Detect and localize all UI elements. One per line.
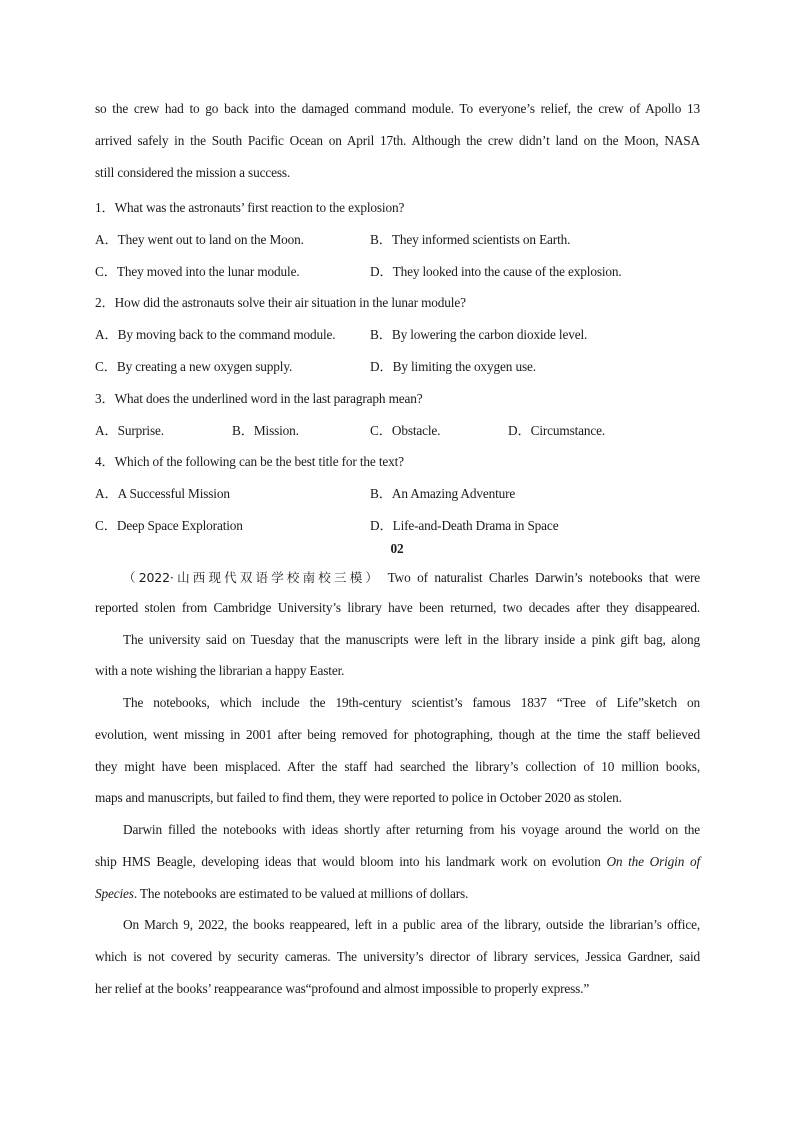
section-number: 02: [390, 541, 404, 556]
answer-option[interactable]: B．An Amazing Adventure: [370, 486, 516, 501]
paragraph-line: Darwin filled the notebooks with ideas shortly after returning from his voyage around the world on the: [123, 822, 700, 837]
answer-option[interactable]: A．Surprise.: [95, 423, 164, 438]
answer-option[interactable]: A．By moving back to the command module.: [95, 327, 336, 342]
paragraph-text: Two of naturalist Charles Darwin’s notebooks that were: [387, 570, 700, 585]
answer-option[interactable]: A．They went out to land on the Moon.: [95, 232, 304, 247]
answer-option[interactable]: C．They moved into the lunar module.: [95, 264, 300, 279]
answer-option[interactable]: D．Life-and-Death Drama in Space: [370, 518, 559, 533]
paragraph-text: ship HMS Beagle, developing ideas that would bloom into his landmark work on evolution: [95, 854, 607, 869]
book-title: Species: [95, 886, 134, 901]
paragraph-line: with a note wishing the librarian a happy Easter.: [95, 663, 345, 678]
paragraph-line: On March 9, 2022, the books reappeared, left in a public area of the library, outside the librarian’s office,: [123, 917, 700, 932]
question-stem: 4．Which of the following can be the best title for the text?: [95, 454, 404, 469]
book-title: On the Origin of: [606, 854, 700, 869]
answer-option[interactable]: C．Deep Space Exploration: [95, 518, 243, 533]
question-stem: 3．What does the underlined word in the last paragraph mean?: [95, 391, 423, 406]
passage-line: so the crew had to go back into the damaged command module. To everyone’s relief, the crew of Apollo 13: [95, 101, 700, 116]
answer-option[interactable]: D．They looked into the cause of the explosion.: [370, 264, 622, 279]
paragraph-text: . The notebooks are estimated to be valued at millions of dollars.: [133, 886, 469, 901]
answer-option[interactable]: A．A Successful Mission: [95, 486, 230, 501]
paragraph-line: they might have been misplaced. After the staff had searched the library’s collection of 10 million books,: [95, 759, 700, 774]
passage-line: arrived safely in the South Pacific Ocean on April 17th. Although the crew didn’t land on the Moon, NASA: [95, 133, 700, 148]
answer-option[interactable]: B．They informed scientists on Earth.: [370, 232, 571, 247]
paragraph-line: which is not covered by security cameras. The university’s director of library services, Jessica Gardner, said: [95, 949, 700, 964]
paragraph-line: [123, 568, 700, 586]
paragraph-line: evolution, went missing in 2001 after being removed for photographing, though at the time the staff believed: [95, 727, 700, 742]
question-stem: 2．How did the astronauts solve their air situation in the lunar module?: [95, 295, 466, 310]
paragraph-line: [95, 854, 700, 870]
passage-line: still considered the mission a success.: [95, 165, 291, 180]
paragraph-line: The university said on Tuesday that the manuscripts were left in the library inside a pink gift bag, along: [123, 632, 700, 647]
answer-option[interactable]: C．Obstacle.: [370, 423, 441, 438]
source-label: （2022·山西现代双语学校南校三模）: [123, 570, 382, 585]
answer-option[interactable]: D．By limiting the oxygen use.: [370, 359, 536, 374]
answer-option[interactable]: D．Circumstance.: [508, 423, 606, 438]
paragraph-line: The notebooks, which include the 19th-century scientist’s famous 1837 “Tree of Life”sketch on: [123, 695, 700, 710]
paragraph-line: her relief at the books’ reappearance was“profound and almost impossible to properly express.”: [95, 981, 590, 996]
paragraph-line: [95, 886, 468, 902]
paragraph-line: reported stolen from Cambridge University’s library have been returned, two decades after they disappeared.: [95, 600, 700, 615]
answer-option[interactable]: C．By creating a new oxygen supply.: [95, 359, 293, 374]
answer-option[interactable]: B．By lowering the carbon dioxide level.: [370, 327, 588, 342]
paragraph-line: maps and manuscripts, but failed to find them, they were reported to police in October 2020 as stolen.: [95, 790, 622, 805]
answer-option[interactable]: B．Mission.: [232, 423, 299, 438]
question-stem: 1．What was the astronauts’ first reaction to the explosion?: [95, 200, 405, 215]
